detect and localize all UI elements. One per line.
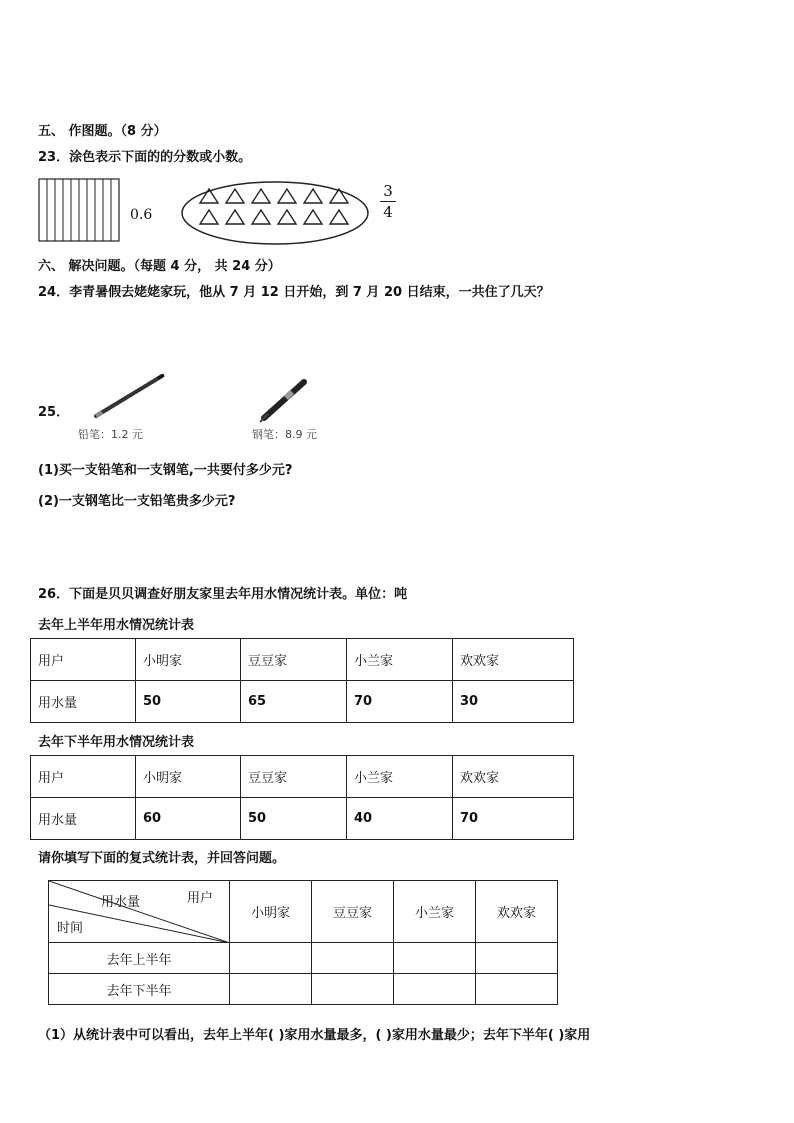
triangle-shape xyxy=(304,189,322,203)
table-cell: 70 xyxy=(453,798,574,840)
table-cell: 70 xyxy=(347,681,453,723)
table-cell: 用户 xyxy=(31,639,136,681)
table-cell: 小明家 xyxy=(136,756,241,798)
table-row xyxy=(49,974,558,1005)
table-cell: 用户 xyxy=(31,756,136,798)
triangle-shape xyxy=(252,189,270,203)
question-24-text: 24．李青暑假去姥姥家玩，他从 7 月 12 日开始，到 7 月 20 日结束，一共住了几天？ xyxy=(38,285,550,300)
fraction-numerator: 3 xyxy=(383,182,393,200)
blank-cell[interactable] xyxy=(394,974,476,1005)
column-header: 豆豆家 xyxy=(312,881,394,943)
corner-label-users: 用户 xyxy=(187,891,214,906)
triangle-shape xyxy=(278,210,296,224)
question-25-sub2: (2)一支钢笔比一支铅笔贵多少元? xyxy=(38,494,236,509)
table-cell: 豆豆家 xyxy=(241,756,347,798)
triangle-shape xyxy=(200,210,218,224)
column-header: 小明家 xyxy=(230,881,312,943)
question-26-text: 26．下面是贝贝调查好朋友家里去年用水情况统计表。单位：吨 xyxy=(38,587,408,602)
column-header: 小兰家 xyxy=(394,881,476,943)
blank-cell[interactable] xyxy=(476,974,558,1005)
blank-cell[interactable] xyxy=(476,943,558,974)
question-25-number: 25． xyxy=(38,405,70,420)
table2-title: 去年下半年用水情况统计表 xyxy=(38,735,195,750)
blank-cell[interactable] xyxy=(312,943,394,974)
table-cell: 欢欢家 xyxy=(453,639,574,681)
section-five-heading: 五、 作图题。（8 分） xyxy=(38,124,167,139)
section-six-heading: 六、 解决问题。（每题 4 分， 共 24 分） xyxy=(38,259,281,274)
triangle-shape xyxy=(304,210,322,224)
table-cell: 用水量 xyxy=(31,798,136,840)
row-header: 去年上半年 xyxy=(49,943,230,974)
table-cell: 豆豆家 xyxy=(241,639,347,681)
table-row xyxy=(31,681,574,723)
triangle-shape xyxy=(278,189,296,203)
triangle-shape xyxy=(330,210,348,224)
diagonal-header-cell xyxy=(49,881,230,943)
striped-rectangle-figure xyxy=(38,178,120,242)
column-header: 欢欢家 xyxy=(476,881,558,943)
table-cell: 小兰家 xyxy=(347,639,453,681)
question-23-text: 23．涂色表示下面的的分数或小数。 xyxy=(38,150,252,165)
blank-cell[interactable] xyxy=(394,943,476,974)
table-cell: 50 xyxy=(241,798,347,840)
pen-icon xyxy=(256,374,312,424)
decimal-label: 0.6 xyxy=(130,207,153,223)
pen-caption: 钢笔：8.9 元 xyxy=(252,428,317,441)
table-cell: 60 xyxy=(136,798,241,840)
triangle-shape xyxy=(252,210,270,224)
compound-instruction: 请你填写下面的复式统计表，并回答问题。 xyxy=(38,851,286,866)
question-25-sub1: (1)买一支铅笔和一支钢笔,一共要付多少元? xyxy=(38,463,293,478)
table-row xyxy=(49,881,558,943)
table-cell: 小明家 xyxy=(136,639,241,681)
corner-label-time: 时间 xyxy=(57,921,84,936)
row-header: 去年下半年 xyxy=(49,974,230,1005)
table1 xyxy=(30,638,574,723)
question-26-sub1: （1）从统计表中可以看出，去年上半年( )家用水量最多，( )家用水量最少；去年下半年( )家用 xyxy=(38,1028,591,1043)
table-cell: 50 xyxy=(136,681,241,723)
table-row xyxy=(49,943,558,974)
table-cell: 65 xyxy=(241,681,347,723)
table-row xyxy=(31,756,574,798)
table-cell: 30 xyxy=(453,681,574,723)
table-cell: 欢欢家 xyxy=(453,756,574,798)
blank-cell[interactable] xyxy=(312,974,394,1005)
fraction-figure xyxy=(380,182,396,221)
compound-table xyxy=(48,880,558,1005)
table-cell: 40 xyxy=(347,798,453,840)
table1-title: 去年上半年用水情况统计表 xyxy=(38,618,195,633)
table-cell: 小兰家 xyxy=(347,756,453,798)
table-row xyxy=(31,798,574,840)
pencil-icon xyxy=(88,370,170,422)
fraction-bar xyxy=(380,201,396,202)
triangle-shape xyxy=(226,189,244,203)
table-cell: 用水量 xyxy=(31,681,136,723)
table2 xyxy=(30,755,574,840)
pencil-caption: 铅笔：1.2 元 xyxy=(78,428,143,441)
corner-label-water: 用水量 xyxy=(101,895,141,910)
table-row xyxy=(31,639,574,681)
blank-cell[interactable] xyxy=(230,943,312,974)
blank-cell[interactable] xyxy=(230,974,312,1005)
fraction-denominator: 4 xyxy=(383,203,393,221)
triangle-shape xyxy=(226,210,244,224)
triangles-oval-figure xyxy=(180,180,370,246)
